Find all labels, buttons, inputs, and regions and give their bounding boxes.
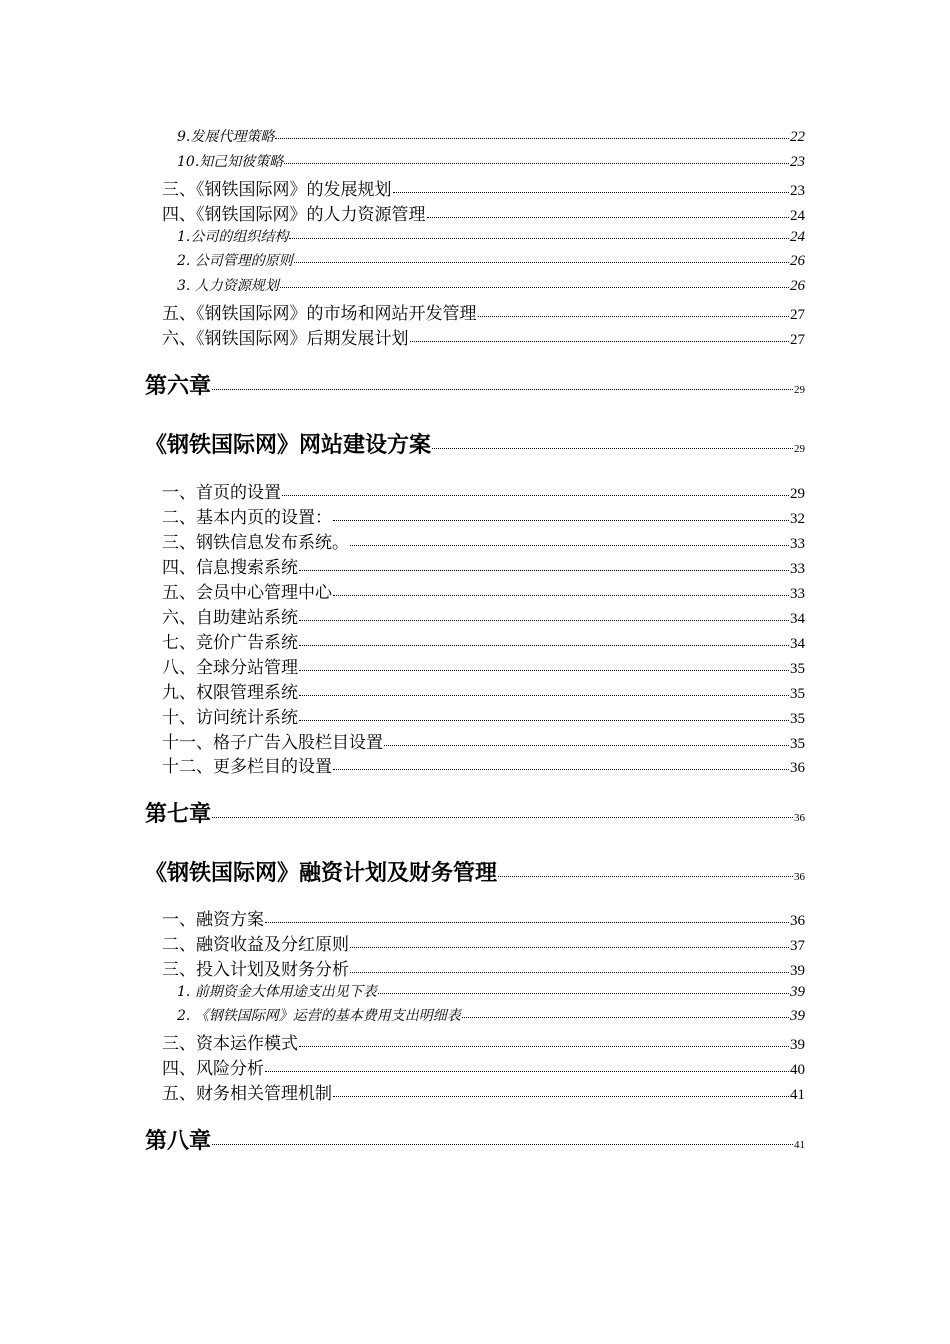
toc-chapter-label: 第七章: [145, 802, 212, 827]
dot-leader: [333, 1096, 789, 1097]
toc-entry-page: 39: [790, 1008, 805, 1024]
toc-entry-page: 32: [790, 511, 805, 527]
dot-leader: [299, 570, 789, 571]
toc-entry-page: 33: [790, 536, 805, 552]
toc-entry: [162, 752, 805, 777]
toc-entry-page: 41: [790, 1087, 805, 1103]
toc-entry-page: 33: [790, 586, 805, 602]
toc-entry: [162, 478, 805, 503]
toc-entry: [162, 528, 805, 553]
dot-leader: [378, 993, 789, 994]
dot-leader: [432, 448, 793, 449]
toc-entry: [177, 250, 805, 270]
toc-entry-page: 39: [790, 1037, 805, 1053]
toc-entry-page: 37: [790, 938, 805, 954]
dot-leader: [299, 645, 789, 646]
toc-entry-label: 2. 公司管理的原则: [177, 253, 293, 269]
dot-leader: [350, 545, 789, 546]
dot-leader: [462, 1017, 789, 1018]
toc-entry: [177, 226, 805, 246]
toc-entry-label: 七、竞价广告系统: [162, 633, 298, 653]
toc-entry: [162, 175, 805, 200]
toc-chapter: [145, 428, 805, 459]
dot-leader: [299, 695, 789, 696]
dot-leader: [212, 1144, 793, 1145]
toc-entry-page: 23: [790, 183, 805, 199]
toc-entry-page: 29: [794, 384, 805, 396]
toc-entry-label: 十一、格子广告入股栏目设置: [162, 733, 383, 753]
toc-entry-label: 三、资本运作模式: [162, 1034, 298, 1054]
toc-entry-label: 一、首页的设置: [162, 483, 281, 503]
toc-entry-label: 2. 《钢铁国际网》运营的基本费用支出明细表: [177, 1008, 461, 1024]
toc-entry: [162, 1054, 805, 1079]
dot-leader: [427, 217, 790, 218]
toc-entry: [162, 1029, 805, 1054]
dot-leader: [299, 670, 789, 671]
dot-leader: [478, 316, 790, 317]
toc-entry-page: 34: [790, 636, 805, 652]
dot-leader: [333, 595, 789, 596]
toc-entry-page: 29: [790, 486, 805, 502]
toc-chapter-label: 《钢铁国际网》融资计划及财务管理: [145, 861, 498, 886]
toc-entry-page: 29: [794, 443, 805, 455]
toc-entry: [177, 151, 805, 171]
toc-entry: [177, 275, 805, 295]
toc-entry-page: 26: [790, 278, 805, 294]
toc-entry-page: 27: [790, 332, 805, 348]
toc-entry-label: 八、全球分站管理: [162, 658, 298, 678]
toc-chapter: [145, 797, 805, 828]
toc-entry-page: 34: [790, 611, 805, 627]
toc-entry: [162, 955, 805, 980]
toc-entry-page: 27: [790, 307, 805, 323]
toc-entry-label: 三、投入计划及财务分析: [162, 960, 349, 980]
toc-entry-page: 23: [790, 154, 805, 170]
dot-leader: [350, 972, 789, 973]
toc-entry-label: 二、基本内页的设置：: [162, 508, 332, 528]
dot-leader: [294, 262, 789, 263]
toc-entry-label: 1. 前期资金大体用途支出见下表: [177, 984, 377, 1000]
dot-leader: [265, 1071, 789, 1072]
toc-chapter: [145, 1124, 805, 1155]
toc-entry: [162, 678, 805, 703]
toc-entry-page: 22: [790, 129, 805, 145]
toc-chapter-label: 第八章: [145, 1129, 212, 1154]
dot-leader: [299, 620, 789, 621]
toc-entry-page: 36: [794, 812, 805, 824]
toc-entry-label: 四、风险分析: [162, 1059, 264, 1079]
toc-entry: [162, 299, 805, 324]
toc-entry: [162, 703, 805, 728]
toc-entry-label: 四、《钢铁国际网》的人力资源管理: [162, 205, 426, 225]
toc-entry-page: 33: [790, 561, 805, 577]
toc-entry: [177, 981, 805, 1001]
toc-entry-label: 3. 人力资源规划: [177, 278, 279, 294]
toc-chapter: [145, 856, 805, 887]
toc-entry: [162, 578, 805, 603]
dot-leader: [284, 163, 789, 164]
toc-entry: [162, 628, 805, 653]
toc-entry-page: 35: [790, 661, 805, 677]
toc-entry-page: 39: [790, 963, 805, 979]
toc-entry-page: 36: [794, 871, 805, 883]
dot-leader: [289, 238, 789, 239]
toc-entry-page: 41: [794, 1139, 805, 1151]
toc-entry-label: 三、《钢铁国际网》的发展规划: [162, 180, 392, 200]
toc-entry-label: 三、钢铁信息发布系统。: [162, 533, 349, 553]
toc-chapter: [145, 369, 805, 400]
toc-entry-label: 九、权限管理系统: [162, 683, 298, 703]
toc-entry-page: 35: [790, 711, 805, 727]
toc-entry: [177, 126, 805, 146]
toc-entry: [162, 905, 805, 930]
dot-leader: [212, 389, 793, 390]
toc-entry-label: 六、自助建站系统: [162, 608, 298, 628]
toc-entry: [162, 503, 805, 528]
dot-leader: [299, 720, 789, 721]
toc-entry-label: 1.公司的组织结构: [177, 229, 289, 245]
toc-entry-label: 五、会员中心管理中心: [162, 583, 332, 603]
dot-leader: [410, 341, 790, 342]
toc-entry-page: 35: [790, 686, 805, 702]
dot-leader: [393, 192, 790, 193]
toc-entry: [162, 553, 805, 578]
toc-entry-label: 五、《钢铁国际网》的市场和网站开发管理: [162, 304, 477, 324]
toc-entry: [162, 653, 805, 678]
dot-leader: [265, 922, 789, 923]
dot-leader: [299, 1046, 789, 1047]
dot-leader: [333, 520, 789, 521]
dot-leader: [282, 495, 789, 496]
toc-entry-label: 十、访问统计系统: [162, 708, 298, 728]
toc-entry-page: 39: [790, 984, 805, 1000]
toc-entry: [162, 324, 805, 349]
toc-entry-label: 十二、更多栏目的设置: [162, 757, 332, 777]
toc-entry-label: 六、《钢铁国际网》后期发展计划: [162, 329, 409, 349]
toc-entry-page: 36: [790, 760, 805, 776]
toc-entry-page: 36: [790, 913, 805, 929]
toc-entry-label: 四、信息搜索系统: [162, 558, 298, 578]
toc-entry-page: 24: [790, 229, 805, 245]
toc-entry-label: 10.知己知彼策略: [177, 154, 284, 170]
toc-entry: [162, 603, 805, 628]
toc-entry: [162, 1079, 805, 1104]
toc-chapter-label: 《钢铁国际网》网站建设方案: [145, 433, 432, 458]
dot-leader: [384, 745, 789, 746]
toc-entry-label: 一、融资方案: [162, 910, 264, 930]
toc-entry-page: 40: [790, 1062, 805, 1078]
toc-entry-label: 二、融资收益及分红原则: [162, 935, 349, 955]
toc-chapter-label: 第六章: [145, 374, 212, 399]
toc-entry: [162, 930, 805, 955]
toc-entry-page: 26: [790, 253, 805, 269]
toc-entry-label: 五、财务相关管理机制: [162, 1084, 332, 1104]
toc-entry: [177, 1005, 805, 1025]
dot-leader: [275, 138, 789, 139]
dot-leader: [498, 876, 793, 877]
toc-entry-page: 35: [790, 736, 805, 752]
dot-leader: [280, 287, 789, 288]
dot-leader: [333, 769, 789, 770]
dot-leader: [350, 947, 789, 948]
toc-entry: [162, 728, 805, 753]
toc-entry: [162, 200, 805, 225]
toc-entry-page: 24: [790, 208, 805, 224]
toc-entry-label: 9.发展代理策略: [177, 129, 275, 145]
dot-leader: [212, 817, 793, 818]
